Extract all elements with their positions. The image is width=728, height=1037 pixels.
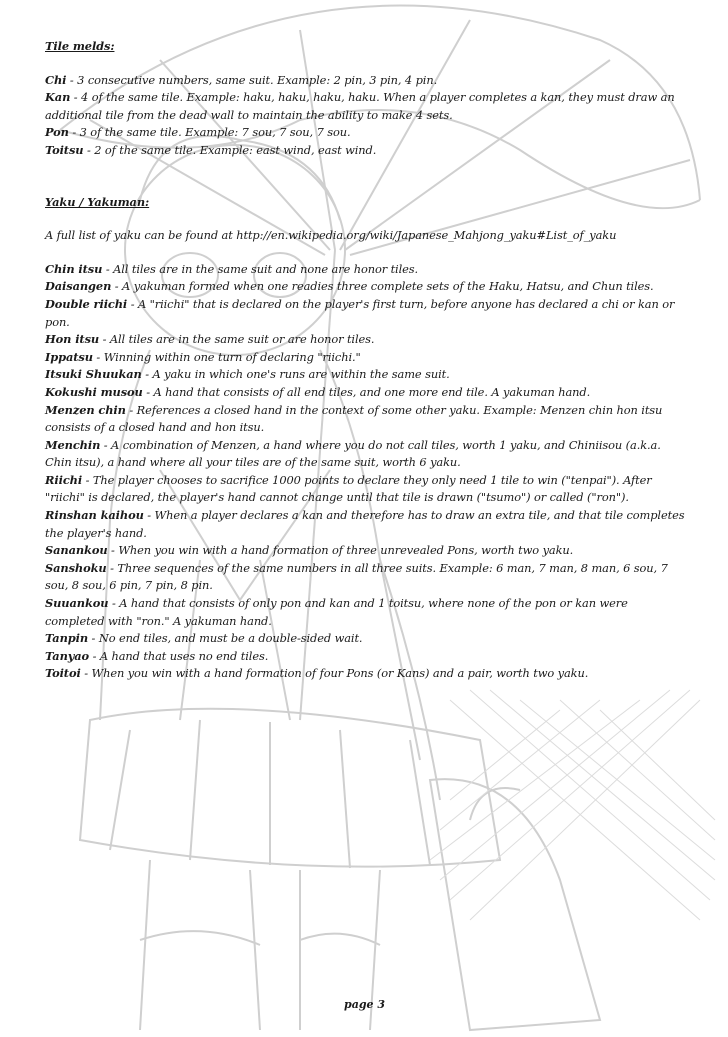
entry-term: Pon	[45, 125, 69, 140]
entry-desc: - A yaku in which one's runs are within the same suit.	[141, 367, 450, 382]
entry-term: Menchin	[45, 437, 101, 452]
entry-desc: - References a closed hand in the context of some other yaku. Example: Menzen chin hon itsu consists of a closed hand and hon itsu.	[45, 402, 663, 435]
entry-term: Tanyao	[45, 648, 90, 663]
entry-term: Itsuki Shuukan	[45, 367, 142, 382]
meld-entry-toitsu	[45, 142, 685, 160]
yaku-entry	[45, 384, 685, 402]
entry-desc: - 2 of the same tile. Example: east wind, east wind.	[83, 142, 377, 157]
entry-term: Ippatsu	[45, 349, 93, 364]
entry-term: Double riichi	[45, 296, 128, 311]
entry-desc: - No end tiles, and must be a double-sided wait.	[88, 631, 363, 646]
entry-desc: - Three sequences of the same numbers in all three suits. Example: 6 man, 7 man, 8 man, 6 sou, 7 sou, 8 sou, 6 pin, 7 pin, 8 pin.	[45, 560, 668, 593]
yaku-entry	[45, 296, 685, 331]
entry-term: Sanankou	[45, 543, 108, 558]
yaku-entry	[45, 437, 685, 472]
entry-desc: - All tiles are in the same suit or are honor tiles.	[99, 332, 375, 347]
entry-term: Menzen chin	[45, 402, 126, 417]
entry-term: Sanshoku	[45, 560, 107, 575]
entry-desc: - All tiles are in the same suit and none are honor tiles.	[102, 261, 419, 276]
page-number: page 3	[344, 998, 385, 1011]
entry-term: Rinshan kaihou	[45, 508, 144, 523]
yaku-entry	[45, 665, 685, 683]
entry-term: Riichi	[45, 472, 83, 487]
entry-desc: - A "riichi" that is declared on the player's first turn, before anyone has declared a chi or kan or pon.	[45, 296, 675, 329]
entry-desc: - A yakuman formed when one readies three complete sets of the Haku, Hatsu, and Chun tiles.	[111, 279, 654, 294]
yaku-entry	[45, 402, 685, 437]
entry-term: Kan	[45, 90, 71, 105]
entry-term: Tanpin	[45, 631, 89, 646]
entry-term: Chi	[45, 72, 67, 87]
yaku-entry	[45, 542, 685, 560]
entry-desc: - A hand that consists of all end tiles, and one more end tile. A yakuman hand.	[142, 384, 591, 399]
entry-desc: - When you win with a hand formation of four Pons (or Kans) and a pair, worth two yaku.	[80, 666, 589, 681]
entry-term: Chin itsu	[45, 261, 103, 276]
yaku-entry	[45, 331, 685, 349]
entry-term: Daisangen	[45, 279, 112, 294]
entry-desc: - When a player declares a kan and therefore has to draw an extra tile, and that tile completes the player's hand.	[45, 508, 685, 540]
yaku-entry	[45, 349, 685, 367]
text-body	[45, 38, 685, 683]
yaku-entry	[45, 648, 685, 666]
entry-term: Hon itsu	[45, 332, 100, 347]
entry-desc: - A combination of Menzen, a hand where you do not call tiles, worth 1 yaku, and Chiniisou (a.k.a. Chin itsu), a hand where all your tiles are of the same suit, worth 6 yaku.	[45, 437, 661, 470]
entry-desc: - 3 of the same tile. Example: 7 sou, 7 sou, 7 sou.	[68, 125, 351, 140]
entry-term: Suuankou	[45, 596, 109, 611]
entry-desc: - The player chooses to sacrifice 1000 points to declare they only need 1 tile to win ("tenpai"). After "riichi" is declared, the player's hand cannot change until that tile is drawn ("tsumo") or called ("ron").	[45, 472, 652, 505]
meld-entry-chi	[45, 72, 685, 90]
yaku-entry	[45, 366, 685, 384]
yaku-entry	[45, 278, 685, 296]
yaku-intro: A full list of yaku can be found at http://en.wikipedia.org/wiki/Japanese_Mahjong_yaku#List_of_yaku	[45, 228, 617, 243]
entry-term: Toitsu	[45, 142, 84, 157]
yaku-entry	[45, 595, 685, 630]
yaku-entry	[45, 560, 685, 595]
entry-desc: - 3 consecutive numbers, same suit. Example: 2 pin, 3 pin, 4 pin.	[66, 72, 438, 87]
entry-desc: - A hand that uses no end tiles.	[89, 648, 269, 663]
entry-term: Toitoi	[45, 666, 81, 681]
meld-entry-kan	[45, 89, 685, 124]
meld-entry-pon	[45, 124, 685, 142]
entry-desc: - When you win with a hand formation of three unrevealed Pons, worth two yaku.	[107, 543, 574, 558]
entry-term: Kokushi musou	[45, 384, 143, 399]
yaku-entry	[45, 261, 685, 279]
entry-desc: - A hand that consists of only pon and kan and 1 toitsu, where none of the pon or kan were completed with "ron." A yakuman hand.	[45, 596, 628, 628]
entry-desc: - Winning within one turn of declaring "riichi."	[92, 349, 361, 364]
yaku-entry	[45, 472, 685, 507]
yaku-heading: Yaku / Yakuman:	[45, 194, 150, 209]
yaku-entry	[45, 507, 685, 542]
yaku-entry	[45, 630, 685, 648]
melds-heading: Tile melds:	[45, 39, 115, 53]
entry-desc: - 4 of the same tile. Example: haku, haku, haku, haku. When a player completes a kan, they must draw an additional tile from the dead wall to maintain the ability to make 4 sets.	[45, 90, 675, 122]
